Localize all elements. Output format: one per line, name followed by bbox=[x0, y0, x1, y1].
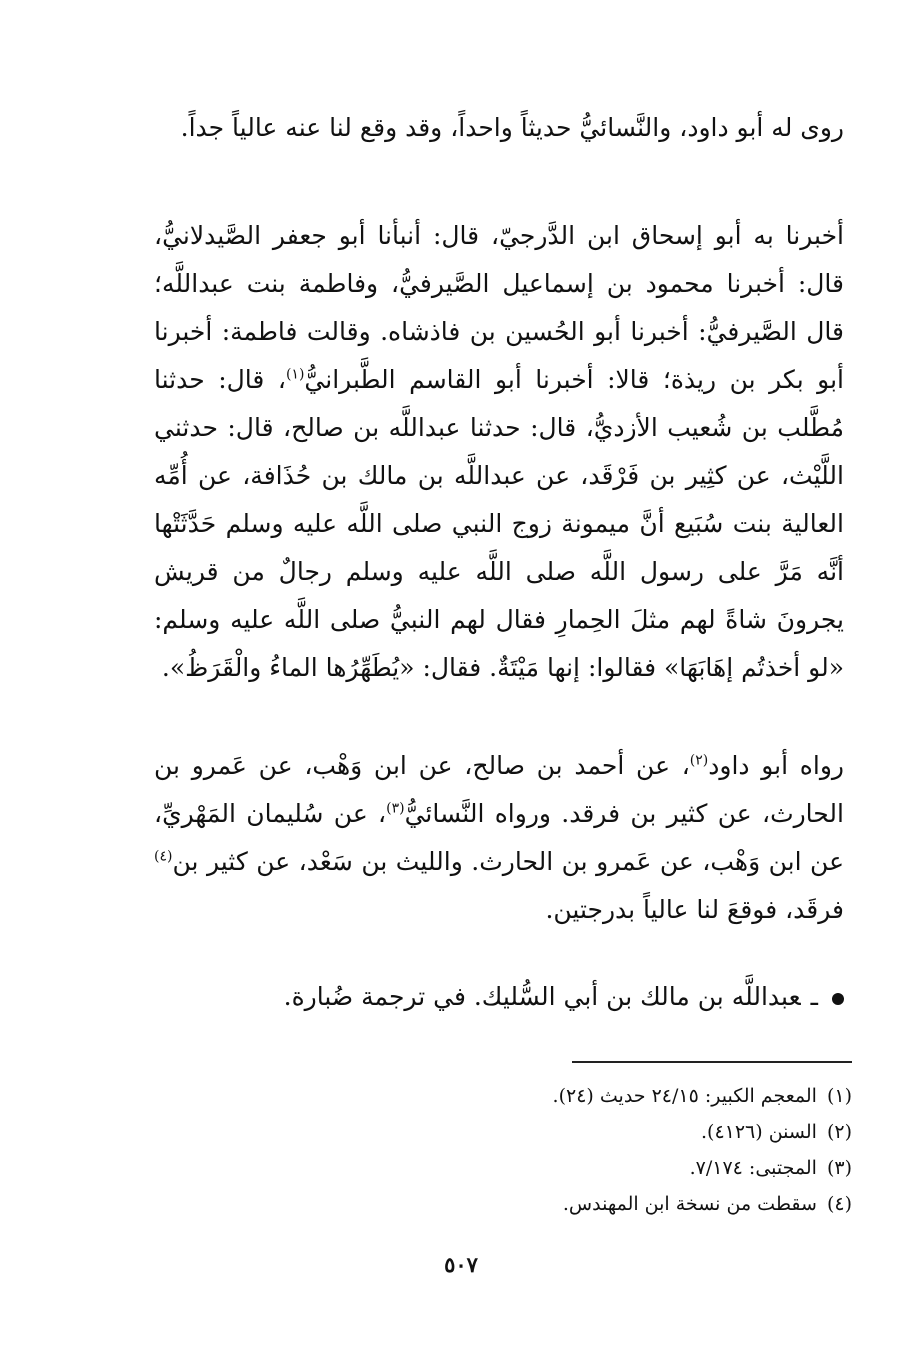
paragraph-3-text-b: ، عن أحمد بن صالح، عن ابن وَهْب، عن عَمرو بن الحارث، عن كثير بن فرقد. ورواه النَّسائيُّ bbox=[154, 751, 844, 828]
bullet-text: عبداللَّه بن مالك بن أبي السُّليك. في ترجمة ضُبارة. bbox=[283, 982, 801, 1011]
footnote-ref-4[interactable]: (٤) bbox=[154, 848, 173, 865]
paragraph-3 bbox=[154, 742, 844, 934]
bullet-dot-icon bbox=[832, 993, 844, 1005]
paragraph-1 bbox=[154, 104, 844, 152]
footnote-3-text: المجتبى: ٧/١٧٤. bbox=[689, 1157, 817, 1179]
footnote-ref-2[interactable]: (٢) bbox=[689, 752, 709, 769]
bullet-entry bbox=[154, 973, 844, 1021]
paragraph-3-text-a: رواه أبو داود bbox=[708, 751, 845, 780]
paragraph-2-text-a: أخبرنا به أبو إسحاق ابن الدَّرجيّ، قال: أنبأنا أبو جعفر الصَّيدلانيُّ، قال: أخبرنا محمود بن إسماعيل الصَّيرفيُّ، وفاطمة بنت عبداللَّه؛ قال الصَّيرفيُّ: أخبرنا أبو الحُسين بن فاذشاه. وقالت فاطمة: أخبرنا أبو بكر بن ريذة؛ قالا: أخبرنا أبو القاسم الطَّبرانيُّ bbox=[154, 221, 844, 394]
paragraph-2-text-b: ، قال: حدثنا مُطَّلب بن شُعيب الأزديُّ، قال: حدثنا عبداللَّه بن صالح، قال: حدثني اللَّيْث، عن كثِير بن فَرْقَد، عن عبداللَّه بن مالك بن حُذَافة، عن أُمِّه العالية بنت سُبَيع أنَّ ميمونة زوج النبي صلى اللَّه عليه وسلم حَدَّثَتْها أنَّه مَرَّ على رسول اللَّه صلى اللَّه عليه وسلم رجالٌ من قريش يجرونَ شاةً لهم مثلَ الحِمارِ فقال لهم النبيُّ صلى اللَّه عليه وسلم: «لو أخذتُم إهَابَهَا» فقالوا: إنها مَيْتَةٌ. فقال: «يُطَهِّرُها الماءُ والْقَرَظُ». bbox=[154, 365, 844, 682]
footnote-1-number: (١) bbox=[826, 1085, 852, 1107]
footnote-2-text: السنن (٤١٢٦). bbox=[700, 1121, 817, 1143]
footnote-3-number: (٣) bbox=[826, 1157, 852, 1179]
footnote-2 bbox=[132, 1114, 852, 1150]
page-number: ٥٠٧ bbox=[444, 1252, 478, 1277]
footnote-divider bbox=[572, 1061, 852, 1063]
footnote-1-text: المعجم الكبير: ٢٤/١٥ حديث (٢٤). bbox=[552, 1085, 817, 1107]
footnote-2-number: (٢) bbox=[826, 1121, 852, 1143]
footnote-4-text: سقطت من نسخة ابن المهندس. bbox=[562, 1193, 817, 1215]
footnote-1 bbox=[132, 1078, 852, 1114]
paragraph-3-text-c: ، عن سُليمان المَهْريِّ، عن ابن وَهْب، عن عَمرو بن الحارث. والليث بن سَعْد، عن كثير بن bbox=[154, 799, 844, 876]
footnote-4-number: (٤) bbox=[826, 1193, 852, 1215]
footnote-3 bbox=[132, 1150, 852, 1186]
footnote-4 bbox=[132, 1186, 852, 1222]
paragraph-3-text-d: فرقَد، فوقعَ لنا عالياً بدرجتين. bbox=[545, 895, 844, 924]
footnote-ref-3[interactable]: (٣) bbox=[386, 800, 405, 817]
footnotes bbox=[132, 1078, 852, 1222]
paragraph-1-text: روى له أبو داود، والنَّسائيُّ حديثاً واحداً، وقد وقع لنا عنه عالياً جداً. bbox=[180, 113, 844, 142]
footnote-ref-1[interactable]: (١) bbox=[285, 366, 305, 383]
paragraph-2 bbox=[154, 212, 844, 692]
bullet-dash: ـ bbox=[810, 982, 818, 1011]
